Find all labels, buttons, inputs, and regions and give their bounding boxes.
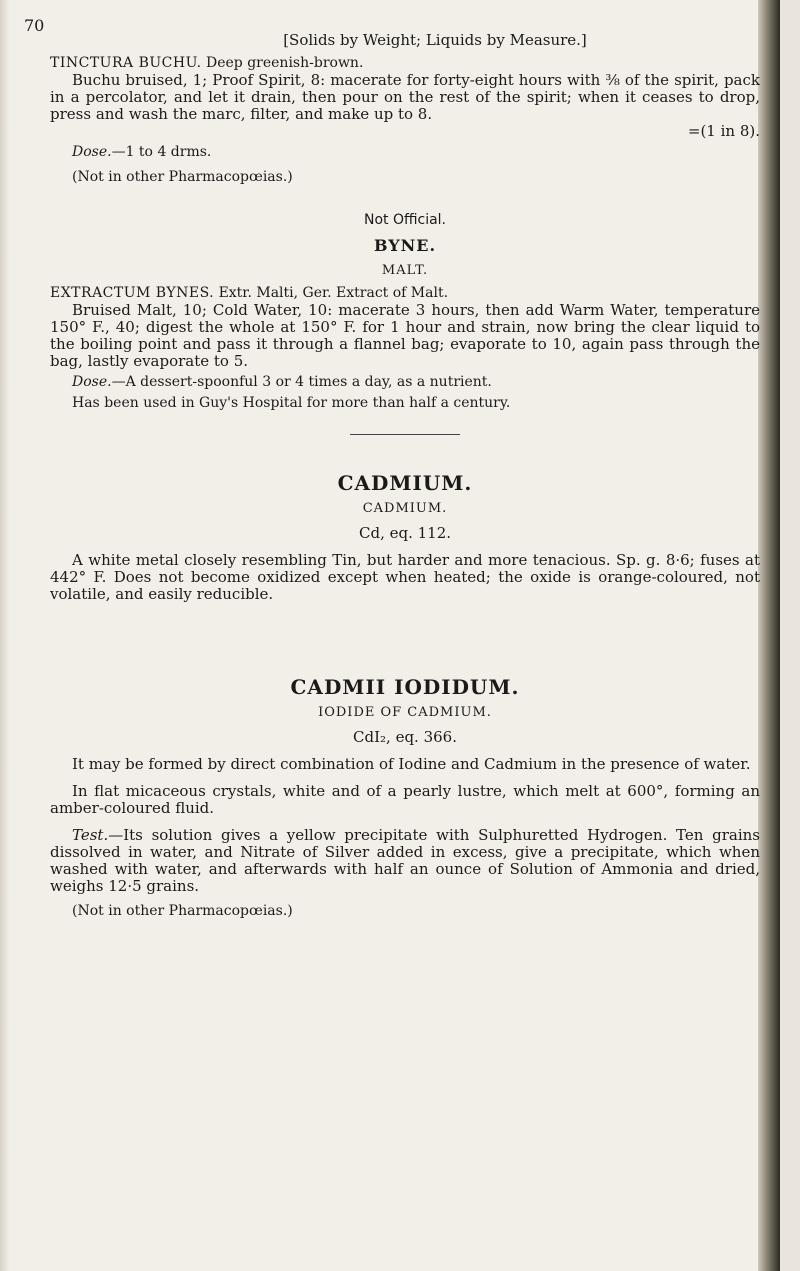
tinctura-heading-desc: Deep greenish-brown. xyxy=(206,55,364,71)
page-right-edge xyxy=(758,0,780,1271)
tinctura-note: (Not in other Pharmacopœias.) xyxy=(72,169,293,185)
tinctura-dose xyxy=(50,144,760,161)
cadmii-iodidum-note: (Not in other Pharmacopœias.) xyxy=(72,903,293,919)
byne-title: BYNE. xyxy=(373,236,437,255)
tinctura-dose-text: —1 to 4 drms. xyxy=(111,144,212,160)
page-content xyxy=(50,18,760,920)
page-left-edge xyxy=(0,0,10,1271)
cadmii-iodidum-test-label: Test. xyxy=(72,826,109,844)
tinctura-body: Buchu bruised, 1; Proof Spirit, 8: macerate for forty-eight hours with ⅜ of the spirit, pack in a percolator, and let it drain, then pour on the rest of the spirit; when it ceases to drop, press and wash the marc, filter, and make up to 8. xyxy=(50,71,760,123)
byne-heading-name: EXTRACTUM BYNES. xyxy=(50,285,215,301)
cadmium-formula: Cd, eq. 112. xyxy=(358,524,452,542)
cadmii-iodidum-para1: It may be formed by direct combination of Iodine and Cadmium in the presence of water. xyxy=(72,755,751,773)
tinctura-ratio: =(1 in 8). xyxy=(687,122,760,140)
byne-heading xyxy=(50,285,760,302)
byne-dose-label: Dose. xyxy=(72,374,112,390)
page-number: 70 xyxy=(24,16,45,35)
cadmii-iodidum-formula: CdI₂, eq. 366. xyxy=(353,728,457,746)
cadmii-iodidum-para2: In flat micaceous crystals, white and of a pearly lustre, which melt at 600°, forming an amber-coloured fluid. xyxy=(50,782,760,817)
section-divider xyxy=(350,434,460,435)
byne-dose-text: —A dessert-spoonful 3 or 4 times a day, as a nutrient. xyxy=(111,374,492,390)
cadmii-iodidum-test-text: —Its solution gives a yellow precipitate with Sulphuretted Hydrogen. Ten grains dissolved in water, and Nitrate of Silver added in excess, give a precipitate, which when washed with water, and afterwards with half an ounce of Solution of Ammonia and dried, weighs 12·5 grains. xyxy=(50,826,760,895)
byne-subtitle: MALT. xyxy=(381,263,429,278)
cadmium-subtitle: CADMIUM. xyxy=(362,501,448,516)
byne-dose xyxy=(50,374,760,391)
cadmii-iodidum-subtitle: IODIDE OF CADMIUM. xyxy=(318,705,492,720)
tinctura-heading xyxy=(50,55,760,72)
byne-body: Bruised Malt, 10; Cold Water, 10: macerate 3 hours, then add Warm Water, temperature 150° F., 40; digest the whole at 150° F. for 1 hour and strain, now bring the clear liquid to the boiling point and pass it through a flannel bag; evaporate to 10, again pass through the bag, lastly evaporate to 5. xyxy=(50,301,760,370)
tinctura-dose-label: Dose. xyxy=(72,144,112,160)
byne-heading-desc: Extr. Malti, Ger. Extract of Malt. xyxy=(218,285,449,301)
cadmii-iodidum-test xyxy=(50,827,760,895)
running-head: [Solids by Weight; Liquids by Measure.] xyxy=(283,31,587,49)
cadmium-title: CADMIUM. xyxy=(337,471,473,495)
byne-history: Has been used in Guy's Hospital for more than half a century. xyxy=(72,395,511,411)
tinctura-heading-name: TINCTURA BUCHU. xyxy=(50,55,202,71)
cadmium-body: A white metal closely resembling Tin, but harder and more tenacious. Sp. g. 8·6; fuses at 442° F. Does not become oxidized except when heated; the oxide is orange-coloured, not volatile, and easily reducible. xyxy=(50,551,760,603)
cadmii-iodidum-title: CADMII IODIDUM. xyxy=(290,675,520,699)
byne-not-official: Not Official. xyxy=(363,212,447,228)
